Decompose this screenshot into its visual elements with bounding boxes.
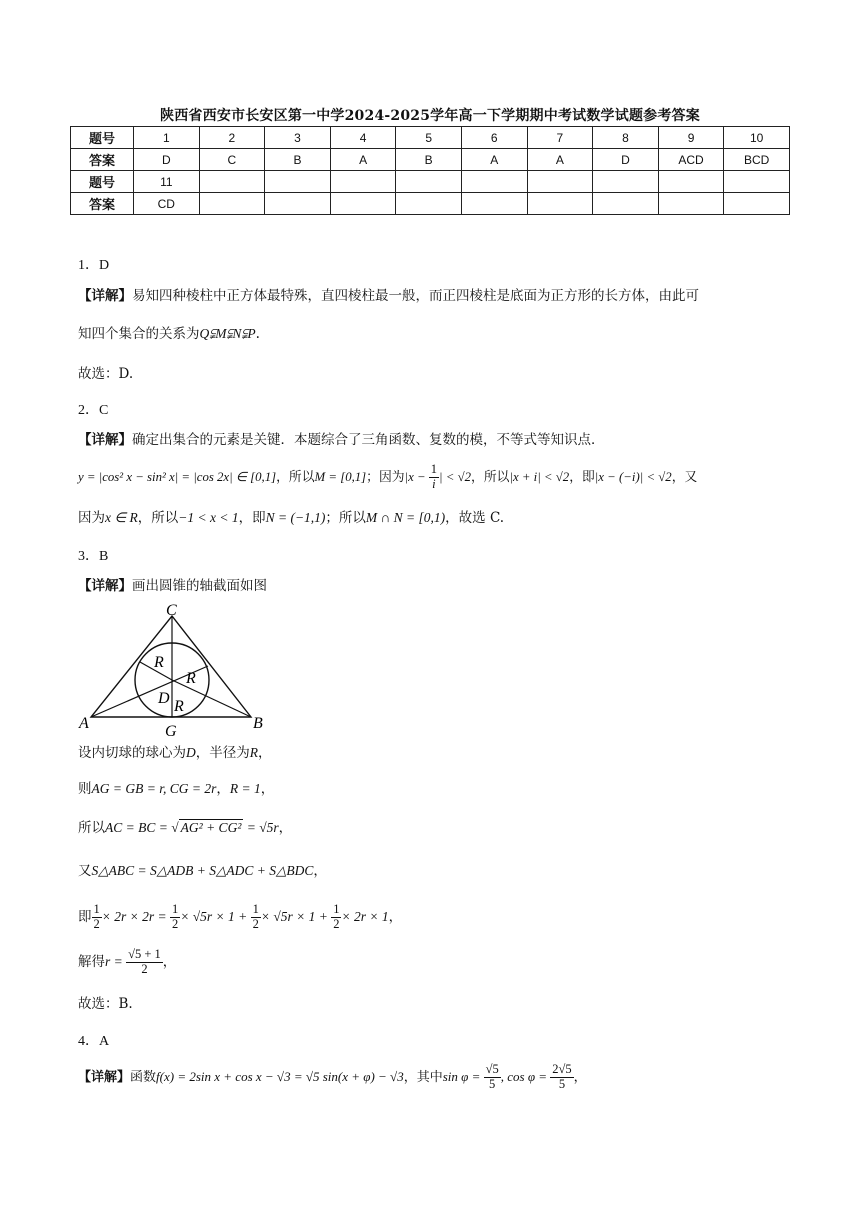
solution-text: ， [162, 953, 177, 970]
table-cell [199, 193, 265, 215]
formula: |x + i| < √2 [509, 469, 570, 484]
table-cell [265, 193, 331, 215]
formula: N = (−1,1) [265, 510, 326, 525]
question-number: 4．A [78, 1034, 110, 1049]
table-cell: 8 [593, 127, 659, 149]
solution-text: . [255, 326, 260, 342]
solution-text: ， [388, 908, 403, 925]
label-d: D [158, 690, 170, 707]
formula: × √5r × 1 + [260, 908, 332, 924]
denominator: 5 [558, 1076, 566, 1091]
solution-line [78, 745, 272, 761]
formula: x ∈ R [105, 510, 138, 525]
solution-line [78, 432, 605, 448]
label-r: R [154, 654, 164, 671]
numerator: √5 [485, 1062, 499, 1076]
solution-text: 因为 [78, 510, 105, 526]
question-number: 1．D [78, 258, 110, 273]
solution-text: ，故选 C. [445, 510, 505, 526]
solution-line [78, 326, 260, 342]
table-cell: A [330, 149, 396, 171]
denominator: 2 [141, 961, 148, 976]
table-cell: A [461, 149, 527, 171]
table-cell: 3 [265, 127, 331, 149]
fraction [429, 463, 439, 492]
formula: f(x) = 2sin x + cos x − √3 = √5 sin(x + φ) − √3 [156, 1068, 404, 1084]
formula: AC = BC = [105, 820, 172, 835]
formula: M ∩ N = [0,1) [365, 510, 446, 525]
solution-text: 即 [78, 908, 92, 925]
solution-line [78, 463, 697, 492]
numerator: 1 [430, 462, 438, 476]
fraction [550, 1063, 573, 1092]
table-cell: D [134, 149, 200, 171]
table-row [71, 149, 790, 171]
formula: Q⫋M⫋N⫋P [199, 326, 256, 341]
answer-table [70, 126, 790, 215]
formula: AG = GB = r, CG = 2r [91, 781, 217, 796]
label-r: R [174, 698, 184, 715]
table-cell: CD [134, 193, 200, 215]
formula: −1 < x < 1 [178, 510, 239, 525]
formula: |x − [404, 469, 429, 484]
label-a: A [79, 715, 89, 732]
triangle-abc [91, 616, 251, 717]
label-r: R [186, 670, 196, 687]
table-cell [461, 193, 527, 215]
solution-text: 函数 [130, 1069, 157, 1085]
solution-text: ， [278, 820, 293, 836]
solution-line [78, 903, 402, 932]
label-b: B [253, 715, 263, 732]
row-header: 答案 [71, 149, 134, 171]
solution-text: ；因为 [366, 469, 405, 485]
cone-cross-section-diagram [76, 600, 276, 740]
table-cell [658, 171, 724, 193]
solution-text: 所以 [78, 820, 105, 836]
row-header: 题号 [71, 171, 134, 193]
solution-line [78, 1063, 587, 1092]
fraction [92, 903, 102, 932]
numerator: √5 + 1 [128, 947, 161, 961]
numerator: 1 [333, 902, 340, 916]
numerator: 1 [171, 902, 179, 916]
formula: S△ABC = S△ADB + S△ADC + S△BDC [91, 863, 314, 878]
solution-line [78, 781, 274, 797]
formula: AG² + CG² [180, 820, 242, 835]
table-cell [724, 171, 790, 193]
table-cell [330, 171, 396, 193]
solution-text: ，所以 [471, 469, 510, 485]
table-cell [396, 171, 462, 193]
table-cell: 7 [527, 127, 593, 149]
table-cell [724, 193, 790, 215]
formula: M = [0,1] [314, 469, 367, 484]
table-cell [593, 171, 659, 193]
formula: = √5r [243, 820, 279, 835]
denominator: 2 [93, 916, 100, 931]
page-title: 陕西省西安市长安区第一中学2024-2025学年高一下学期期中考试数学试题参考答案 [160, 108, 700, 124]
denominator: i [432, 476, 436, 491]
solution-line [78, 863, 327, 879]
solution-line [78, 820, 292, 836]
solution-text: ， [573, 1069, 587, 1085]
table-cell: 5 [396, 127, 462, 149]
solution-text: ，所以 [276, 469, 315, 485]
segment-bd [172, 680, 251, 717]
solution-line [78, 288, 699, 304]
numerator: 2√5 [552, 1062, 572, 1076]
formula: sin φ = [442, 1068, 484, 1084]
solution-text: ， [216, 781, 230, 797]
numerator: 1 [252, 902, 259, 916]
detail-tag: 【详解】 [78, 288, 132, 304]
formula: × √5r × 1 + [180, 908, 251, 924]
formula: R = 1 [229, 781, 261, 796]
label-c: C [166, 602, 177, 619]
table-cell: B [265, 149, 331, 171]
sqrt-sign: √ [171, 820, 179, 835]
table-cell: 10 [724, 127, 790, 149]
table-cell [527, 193, 593, 215]
table-cell [461, 171, 527, 193]
detail-tag: 【详解】 [78, 432, 132, 448]
solution-text: 则 [78, 781, 92, 797]
table-cell: 2 [199, 127, 265, 149]
label-g: G [165, 723, 177, 740]
formula: × 2r × 2r = [101, 908, 170, 924]
table-cell: 9 [658, 127, 724, 149]
fraction [484, 1063, 501, 1092]
table-cell [265, 171, 331, 193]
denominator: 2 [252, 916, 259, 931]
solution-text: ， [258, 745, 272, 761]
solution-text: ，即 [569, 469, 595, 485]
denominator: 5 [489, 1076, 496, 1091]
solution-text: 解得 [78, 953, 105, 970]
table-cell: A [527, 149, 593, 171]
table-cell: BCD [724, 149, 790, 171]
solution-line [78, 578, 267, 594]
formula: y = |cos² x − sin² x| = |cos 2x| ∈ [0,1] [78, 469, 277, 484]
denominator: 2 [333, 916, 340, 931]
solution-line [78, 510, 504, 526]
solution-text: 又 [78, 863, 92, 879]
solution-line: 故选：B. [78, 996, 133, 1012]
solution-text: ，即 [238, 510, 266, 526]
solution-text: 知四个集合的关系为 [78, 326, 200, 342]
detail-tag: 【详解】 [78, 1069, 131, 1085]
solution-line [78, 948, 176, 977]
table-row [71, 127, 790, 149]
formula: D [186, 745, 196, 760]
fraction [331, 903, 341, 932]
table-cell [396, 193, 462, 215]
solution-text: ， [260, 781, 275, 797]
solution-text: 确定出集合的元素是关键．本题综合了三角函数、复数的模，不等式等知识点． [132, 432, 605, 448]
table-cell [330, 193, 396, 215]
solution-text: ， [313, 863, 327, 879]
table-cell [527, 171, 593, 193]
formula: r = [105, 953, 127, 969]
solution-text: ，所以 [137, 510, 179, 526]
question-number: 3．B [78, 549, 109, 564]
table-cell: 4 [330, 127, 396, 149]
denominator: 2 [171, 916, 179, 931]
table-cell [658, 193, 724, 215]
table-cell: 1 [134, 127, 200, 149]
table-cell [593, 193, 659, 215]
question-number: 2．C [78, 403, 109, 418]
formula: |x − (−i)| < √2 [594, 469, 672, 484]
formula: R [249, 745, 258, 760]
solution-text: 易知四种棱柱中正方体最特殊，直四棱柱最一般，而正四棱柱是底面为正方形的长方体，由此可 [132, 288, 699, 304]
table-row [71, 193, 790, 215]
formula: , cos φ = [500, 1068, 551, 1084]
row-header: 题号 [71, 127, 134, 149]
solution-line: 故选：D. [78, 366, 134, 382]
fraction [251, 903, 261, 932]
row-header: 答案 [71, 193, 134, 215]
detail-tag: 【详解】 [78, 578, 132, 594]
table-cell: B [396, 149, 462, 171]
table-cell: D [593, 149, 659, 171]
table-cell: 6 [461, 127, 527, 149]
solution-text: ，又 [671, 469, 698, 485]
formula: | < √2 [439, 469, 472, 484]
table-cell [199, 171, 265, 193]
numerator: 1 [93, 902, 100, 916]
solution-text: ，其中 [403, 1069, 443, 1085]
solution-text: 画出圆锥的轴截面如图 [132, 578, 267, 594]
solution-text: ，半径为 [195, 745, 250, 761]
solution-text: 设内切球的球心为 [78, 745, 186, 761]
table-row [71, 171, 790, 193]
solution-text: ；所以 [325, 510, 366, 526]
table-cell: 11 [134, 171, 200, 193]
fraction [170, 903, 180, 932]
formula: × 2r × 1 [341, 908, 389, 924]
table-cell: C [199, 149, 265, 171]
fraction [126, 948, 163, 977]
table-cell: ACD [658, 149, 724, 171]
